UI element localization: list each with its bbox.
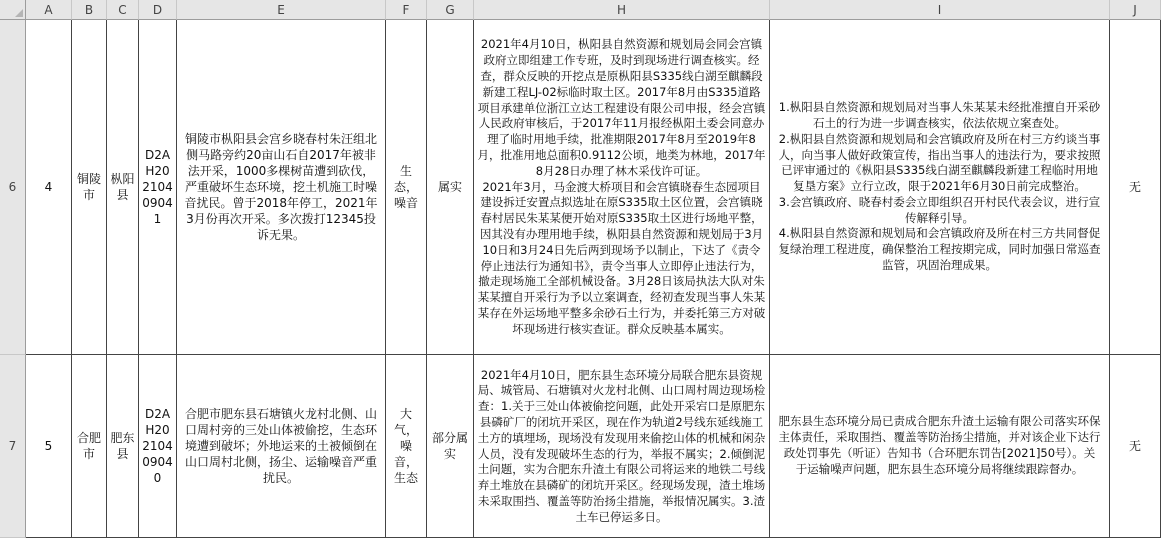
table-cell-handling[interactable] bbox=[770, 355, 1110, 538]
table-cell-county[interactable]: 枞阳县 bbox=[107, 20, 139, 355]
table-cell-category[interactable]: 大气，噪音，生态 bbox=[386, 355, 427, 538]
table-cell-case-id[interactable]: D2AH20210409041 bbox=[139, 20, 177, 355]
column-header-f[interactable]: F bbox=[386, 0, 427, 20]
column-header-j[interactable]: J bbox=[1110, 0, 1161, 20]
investigation-paragraph: 2021年3月，马金渡大桥项目和会宫镇晓春生态园项目建设拆迁安置点拟选址在原S335取土区位置，会宫镇晓春村居民朱某某便开始对原S335取土区进行场地平整，因其没有办理用地手续，枞阳县自然资源和规划局于3月10日和3月24日先后两到现场予以制止，下达了《责令停止违法行为通知书》，责令当事人立即停止违法行为，撤走现场施工全部机械设备。3月28日该局执法大队对朱某某擅自开采行为予以立案调查，经初查发现当事人朱某某存在外运场地平整多余砂石土行为，并委托第三方对破坏现场进行核实查证。群众反映基本属实。 bbox=[477, 179, 766, 336]
table-cell-city[interactable]: 铜陵市 bbox=[72, 20, 107, 355]
table-cell-accountability[interactable]: 无 bbox=[1110, 355, 1161, 538]
table-cell-a[interactable]: 5 bbox=[26, 355, 72, 538]
column-header-i[interactable]: I bbox=[770, 0, 1110, 20]
handling-item: 肥东县生态环境分局已责成合肥东升渣土运输有限公司落实环保主体责任，采取围挡、覆盖等防治扬尘措施，并对该企业下达行政处罚事先（听证）告知书（合环肥东罚告[2021]50号）。关于运输噪声问题，肥东县生态环境分局将继续跟踪督办。 bbox=[778, 414, 1101, 476]
handling-item: 3.会宫镇政府、晓春村委会立即组织召开村民代表会议，进行宣传解释引导。 bbox=[778, 194, 1101, 225]
table-cell-complaint[interactable]: 合肥市肥东县石塘镇火龙村北侧、山口周村旁的三处山体被偷挖，生态环境遭到破坏；外地运来的土被倾倒在山口周村北侧，扬尘、运输噪音严重扰民。 bbox=[177, 355, 386, 538]
column-header-b[interactable]: B bbox=[72, 0, 107, 20]
select-all-corner[interactable] bbox=[0, 0, 26, 20]
column-header-g[interactable]: G bbox=[427, 0, 474, 20]
handling-item: 1.枞阳县自然资源和规划局对当事人朱某某未经批准擅自开采砂石土的行为进一步调查核实，依法依规立案查处。 bbox=[778, 100, 1101, 130]
handling-item: 4.枞阳县自然资源和规划局和会宫镇政府及所在村三方共同督促复绿治理工程进度，确保整治工程按期完成，同时加强日常巡查监管，巩固治理成果。 bbox=[778, 226, 1101, 273]
table-cell-a[interactable]: 4 bbox=[26, 20, 72, 355]
investigation-paragraph: 2021年4月10日，肥东县生态环境分局联合肥东县资规局、城管局、石塘镇对火龙村北侧、山口周村周边现场检查：1.关于三处山体被偷挖问题，此处开采宕口是原肥东县磷矿厂的闭坑开采区，现在作为轨道2号线东延线施工土方的填埋场，现场没有发现用来偷挖山体的机械和闲杂人员，没有发现破坏生态的行为，举报不属实；2.倾倒泥土问题，实为合肥东升渣土有限公司将运来的地铁二号线弃土堆放在县磷矿的闭坑开采区。经现场发现，渣土堆场未采取围挡、覆盖等防治扬尘措施，举报情况属实。3.渣土车已停运多日。 bbox=[477, 367, 766, 524]
row-header-7[interactable]: 7 bbox=[0, 355, 26, 538]
table-cell-accountability[interactable]: 无 bbox=[1110, 20, 1161, 355]
table-cell-verdict[interactable]: 部分属实 bbox=[427, 355, 474, 538]
table-cell-county[interactable]: 肥东县 bbox=[107, 355, 139, 538]
table-cell-category[interactable]: 生态，噪音 bbox=[386, 20, 427, 355]
table-cell-handling[interactable] bbox=[770, 20, 1110, 355]
row-header-6[interactable]: 6 bbox=[0, 20, 26, 355]
investigation-paragraph: 2021年4月10日，枞阳县自然资源和规划局会同会宫镇政府立即组建工作专班，及时到现场进行调查核实。经查，群众反映的开挖点是原枞阳县S335线白湖至麒麟段新建工程LJ-02标临时取土区。2017年8月由S335道路项目承建单位浙江立达工程建设有限公司申报，经会宫镇人民政府审核后，于2017年11月报经枞阳土委会同意办理了临时用地手续，批准期限2017年8月至2019年8月，批准用地总面积0.9112公顷，地类为林地，2017年8月28日办理了林木采伐许可证。 bbox=[477, 37, 766, 178]
column-header-e[interactable]: E bbox=[177, 0, 386, 20]
column-header-a[interactable]: A bbox=[26, 0, 72, 20]
table-cell-investigation[interactable] bbox=[474, 355, 770, 538]
column-header-c[interactable]: C bbox=[107, 0, 139, 20]
table-cell-case-id[interactable]: D2AH20210409040 bbox=[139, 355, 177, 538]
table-cell-city[interactable]: 合肥市 bbox=[72, 355, 107, 538]
table-cell-complaint[interactable]: 铜陵市枞阳县会宫乡晓春村朱汪组北侧马路旁约20亩山石自2017年被非法开采，1000多棵树苗遭到砍伐，严重破坏生态环境，挖土机施工时噪音扰民。曾于2018年停工，2021年3月份再次开采。多次拨打12345投诉无果。 bbox=[177, 20, 386, 355]
table-cell-verdict[interactable]: 属实 bbox=[427, 20, 474, 355]
column-header-d[interactable]: D bbox=[139, 0, 177, 20]
table-cell-investigation[interactable] bbox=[474, 20, 770, 355]
column-header-h[interactable]: H bbox=[474, 0, 770, 20]
handling-item: 2.枞阳县自然资源和规划局和会宫镇政府及所在村三方约谈当事人，向当事人做好政策宣传，指出当事人的违法行为，要求按照已评审通过的《枞阳县S335线白湖至麒麟段新建工程临时用地复垦方案》立行立改，限于2021年6月30日前完成整治。 bbox=[778, 131, 1101, 194]
